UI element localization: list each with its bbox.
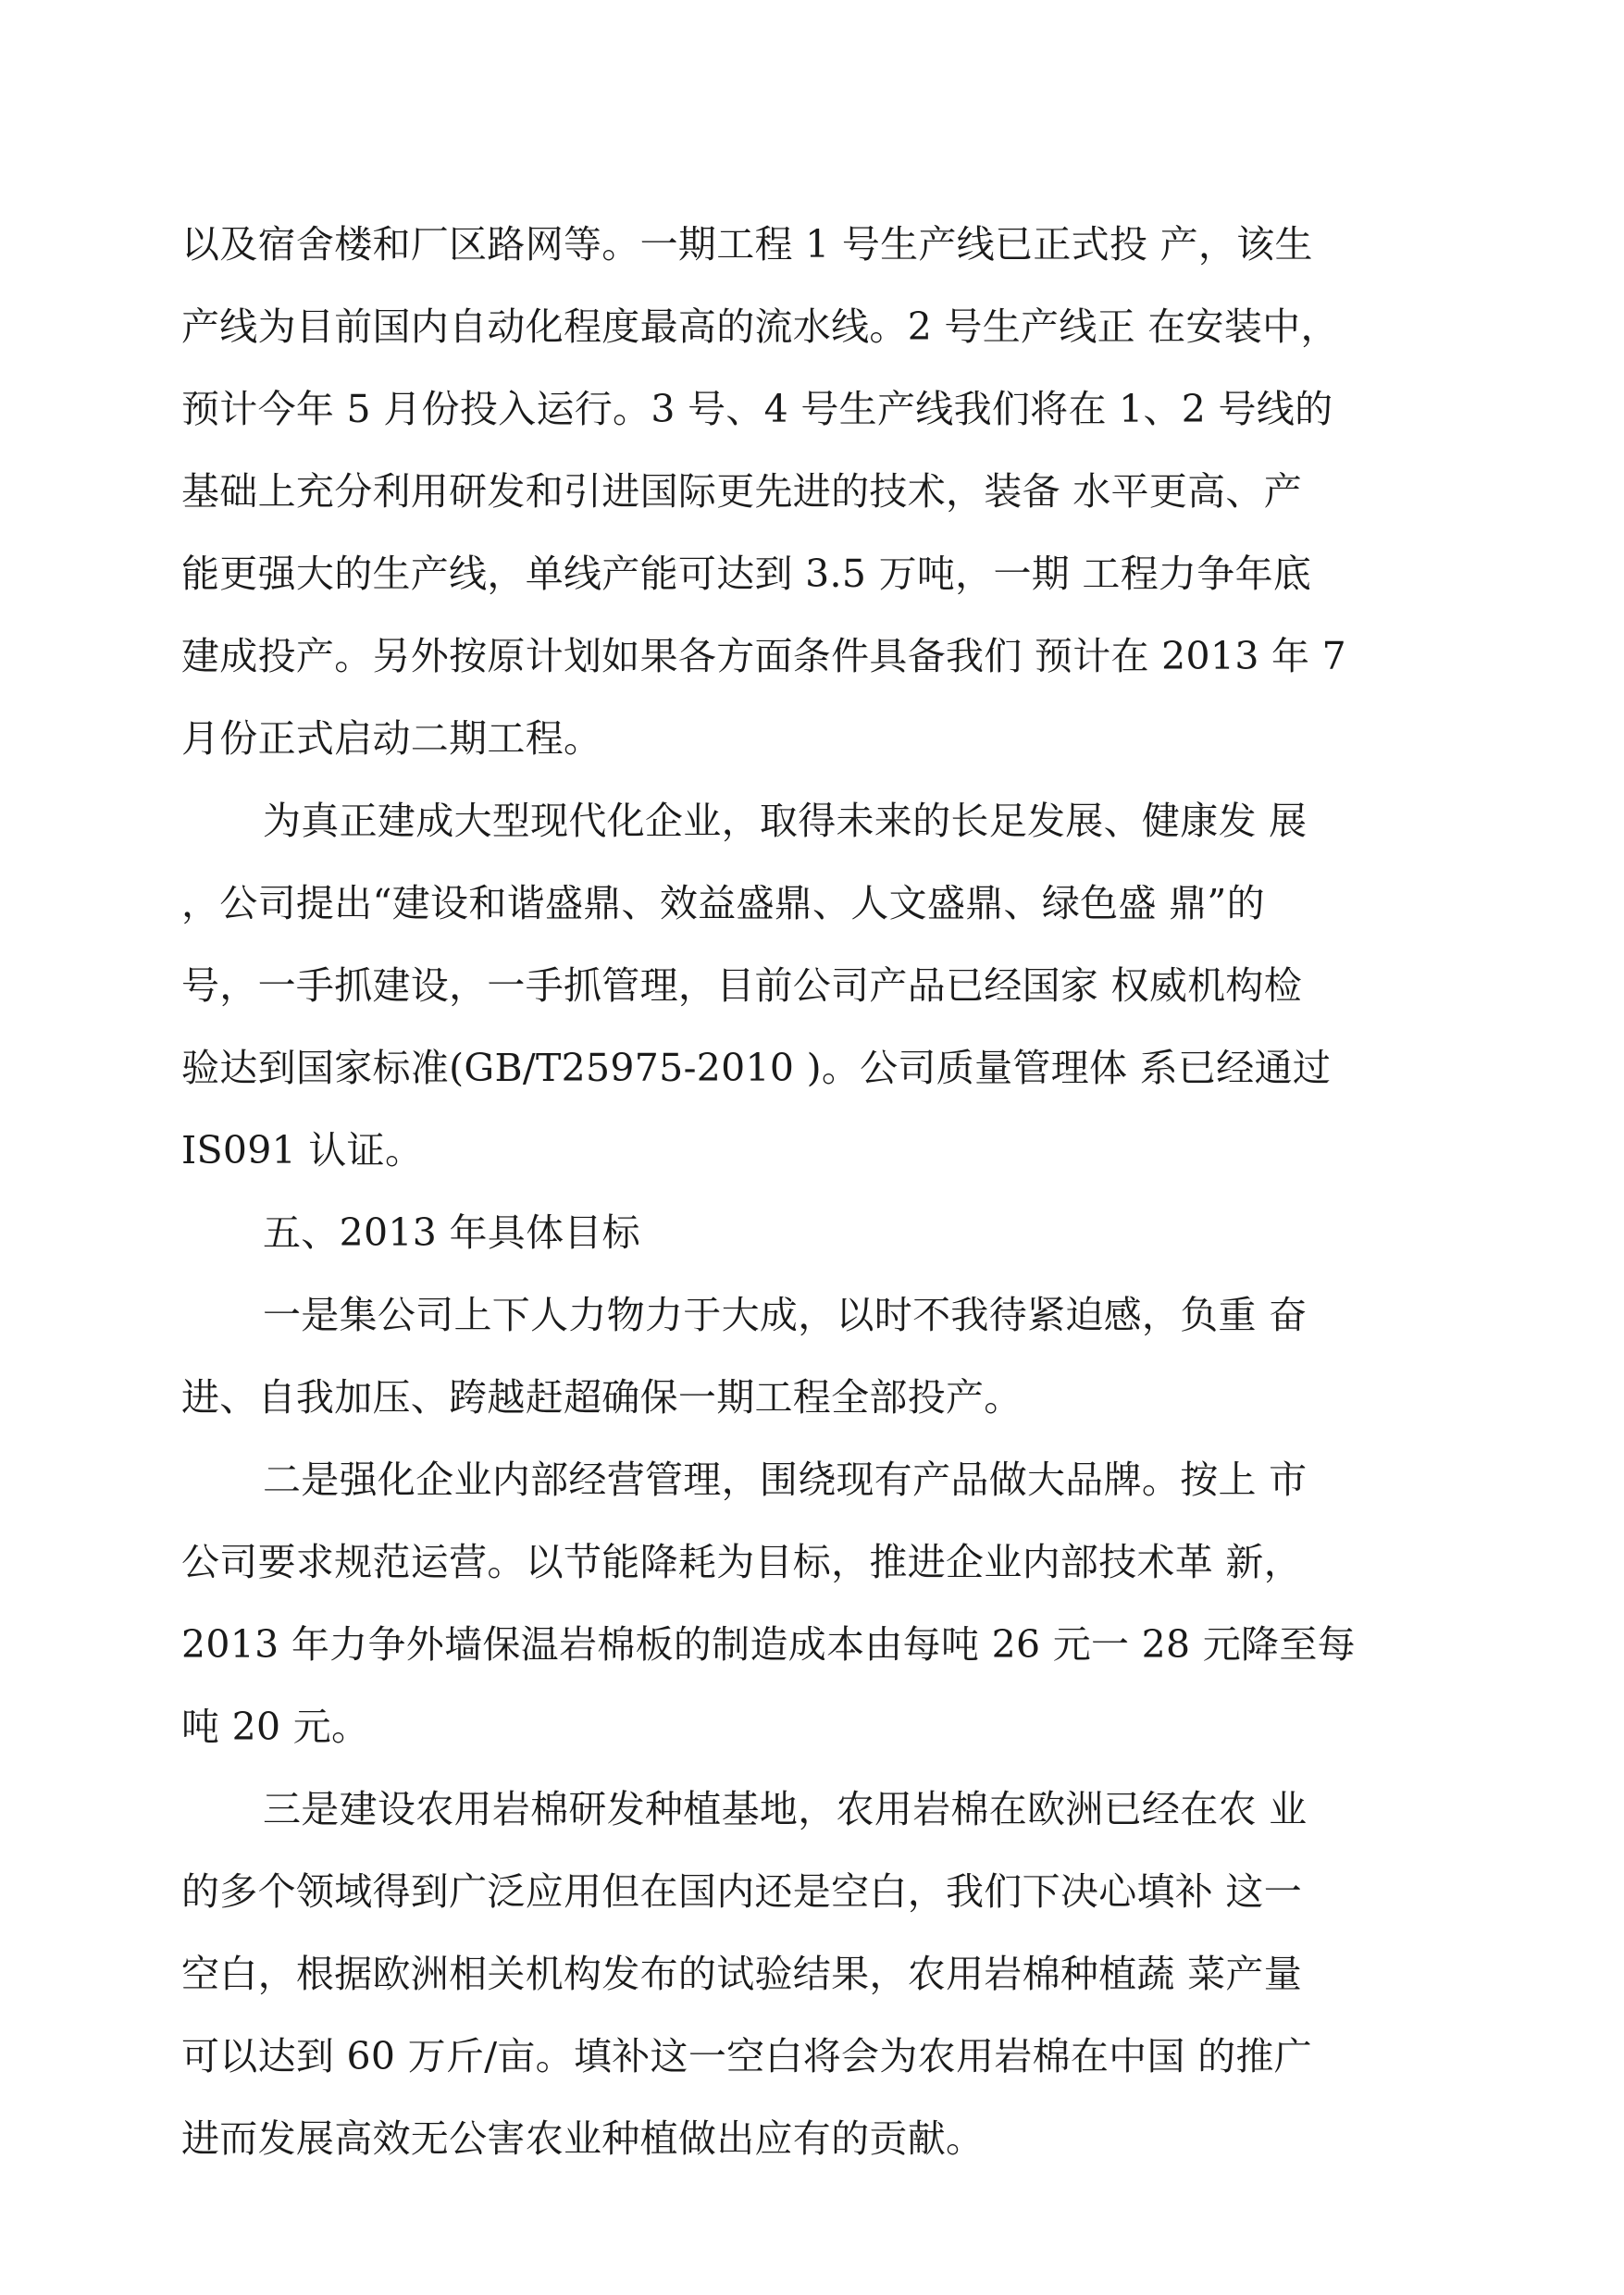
text-line: 为真正建成大型现代化企业，取得未来的长足发展、健康发 展 — [263, 799, 1308, 843]
text-line: 三是建设农用岩棉研发种植基地，农用岩棉在欧洲已经在农 业 — [263, 1787, 1308, 1831]
text-line: 号，一手抓建设，一手抓管理，目前公司产品已经国家 权威机构检 — [181, 963, 1303, 1008]
paragraph — [181, 1192, 1449, 1274]
text-line: 能更强大的生产线，单线产能可达到 3.5 万吨，一期 工程力争年底 — [181, 552, 1312, 596]
text-line: 吨 20 元。 — [181, 1705, 370, 1749]
text-line: 一是集公司上下人力物力于大成，以时不我待紧迫感，负重 奋 — [263, 1293, 1308, 1337]
paragraph — [181, 204, 1449, 780]
text-line: 基础上充分利用研发和引进国际更先进的技术，装备 水平更高、产 — [181, 469, 1303, 514]
text-line: 预计今年 5 月份投入运行。3 号、4 号生产线我们将在 1、2 号线的 — [181, 387, 1333, 431]
text-line: 进而发展高效无公害农业种植做出应有的贡献。 — [181, 2116, 985, 2161]
text-line: 2013 年力争外墙保温岩棉板的制造成本由每吨 26 元一 28 元降至每 — [181, 1622, 1356, 1667]
text-line: 进、自我加压、跨越赶超确保一期工程全部投产。 — [181, 1375, 1023, 1420]
text-line: 二是强化企业内部经营管理，围绕现有产品做大品牌。按上 市 — [263, 1458, 1308, 1502]
text-line: ，公司提出“建设和谐盛鼎、效益盛鼎、人文盛鼎、绿色盛 鼎”的 — [181, 881, 1265, 925]
text-line: 可以达到 60 万斤/亩。填补这一空白将会为农用岩棉在中国 的推广 — [181, 2034, 1312, 2078]
document-body — [181, 204, 1449, 2180]
text-line: 的多个领域得到广泛应用但在国内还是空白，我们下决心填补 这一 — [181, 1869, 1303, 1914]
paragraph — [181, 1274, 1449, 1439]
paragraph — [181, 780, 1449, 1192]
paragraph — [181, 1439, 1449, 1768]
text-line: 五、2013 年具体目标 — [263, 1210, 640, 1255]
text-line: IS091 认证。 — [181, 1128, 424, 1172]
text-line: 产线为目前国内自动化程度最高的流水线。2 号生产线正 在安装中， — [181, 304, 1339, 349]
text-line: 以及宿舍楼和厂区路网等。一期工程 1 号生产线已正式投 产，该生 — [181, 222, 1313, 267]
text-line: 月份正式启动二期工程。 — [181, 716, 602, 761]
text-line: 建成投产。另外按原计划如果各方面条件具备我们 预计在 2013 年 7 — [181, 634, 1347, 678]
text-line: 空白，根据欧洲相关机构发布的试验结果，农用岩棉种植蔬 菜产量 — [181, 1952, 1303, 1996]
paragraph — [181, 1768, 1449, 2180]
text-line: 公司要求规范运营。以节能降耗为目标，推进企业内部技术革 新， — [181, 1540, 1303, 1584]
text-line: 验达到国家标准(GB/T25975-2010 )。公司质量管理体 系已经通过 — [181, 1046, 1332, 1090]
